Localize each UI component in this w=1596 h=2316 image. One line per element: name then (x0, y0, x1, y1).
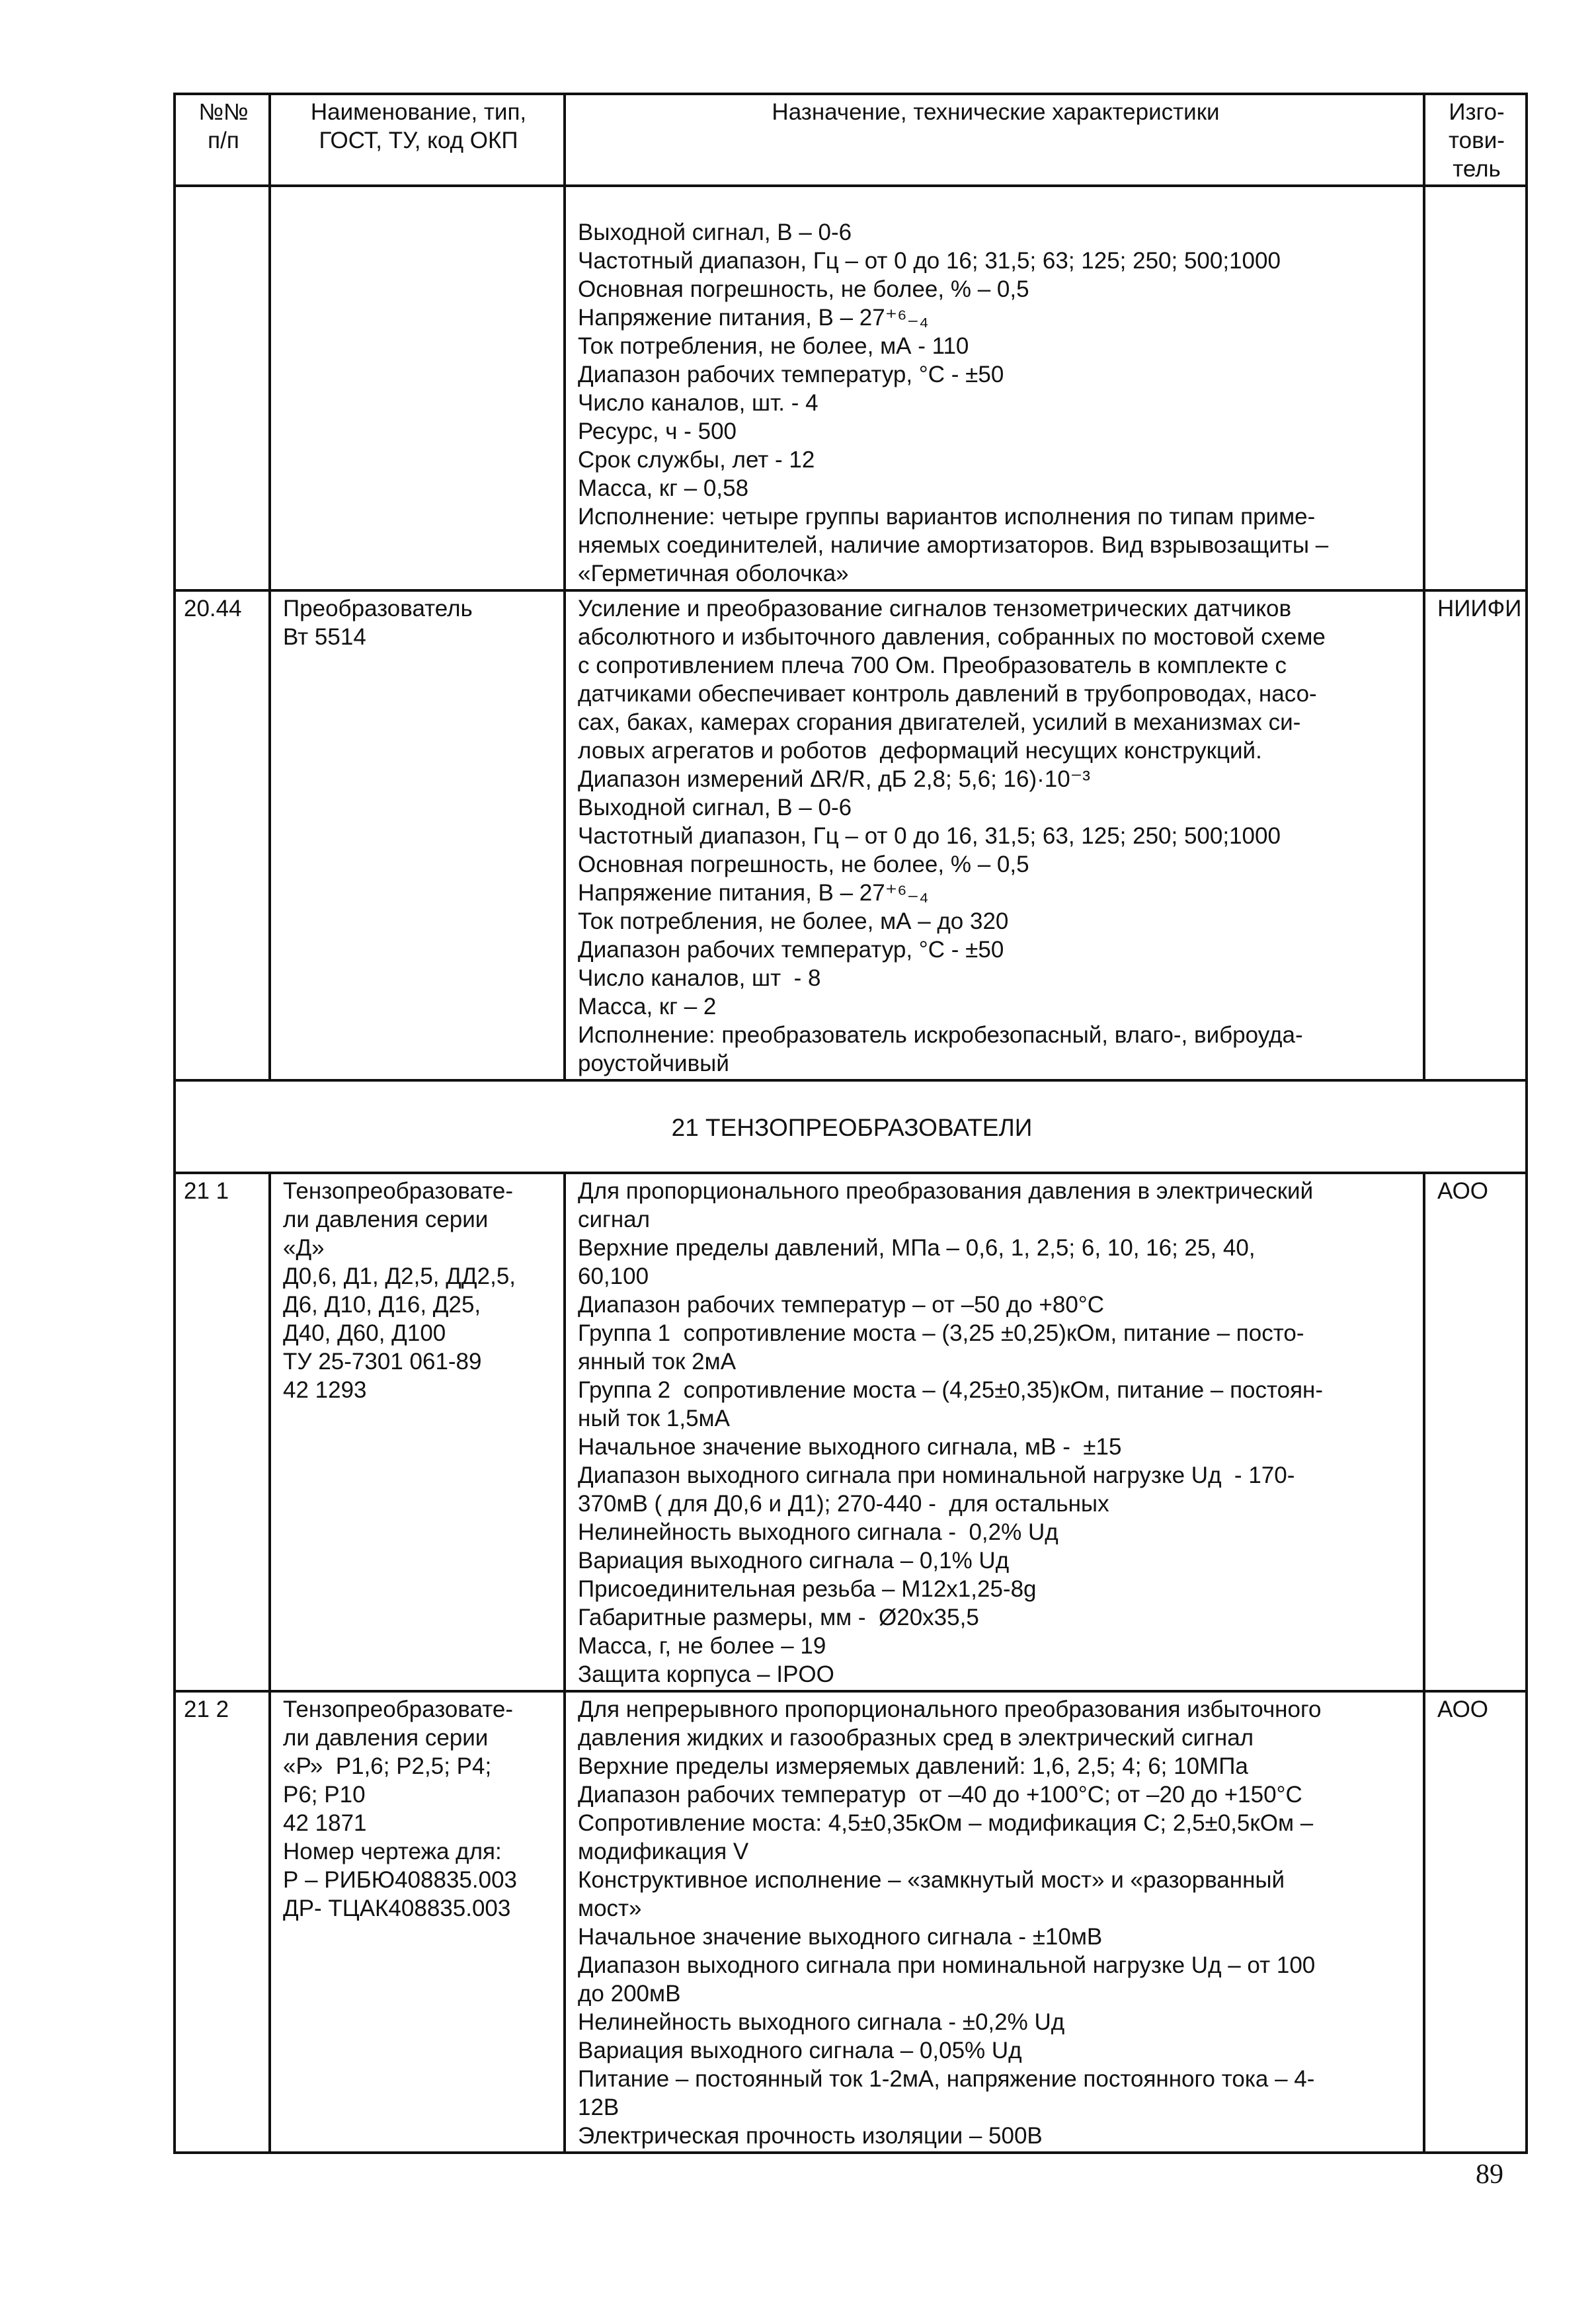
desc-line: сах, баках, камерах сгорания двигателей, усилий в механизмах си- (578, 709, 1301, 735)
desc-line: Основная погрешность, не более, % – 0,5 (578, 276, 1029, 302)
desc-line: ный ток 1,5мА (578, 1406, 730, 1431)
desc-line: Начальное значение выходного сигнала - ±10мВ (578, 1924, 1103, 1950)
name-line: Д40, Д60, Д100 (283, 1320, 446, 1346)
desc-line: мост» (578, 1896, 642, 1921)
header-num (175, 94, 270, 186)
desc-line: Сопротивление моста: 4,5±0,35кОм – модификация С; 2,5±0,5кОм – (578, 1810, 1314, 1836)
header-maker (1424, 94, 1527, 186)
desc-line: Диапазон рабочих температур, °С - ±50 (578, 937, 1004, 963)
name-line: ДР- ТЦАК408835.003 (283, 1896, 511, 1921)
desc-line: ловых агрегатов и роботов деформаций несущих конструкций. (578, 738, 1262, 764)
desc-line: 370мВ ( для Д0,6 и Д1); 270-440 - для остальных (578, 1491, 1109, 1517)
spec-table (173, 93, 1528, 2154)
row-num-cell: 20.44 (175, 590, 270, 1080)
header-text: Изго- (1449, 99, 1505, 125)
desc-line: Число каналов, шт. - 4 (578, 390, 818, 416)
desc-line: Группа 1 сопротивление моста – (3,25 ±0,25)кОм, питание – посто- (578, 1320, 1304, 1346)
desc-line: Частотный диапазон, Гц – от 0 до 16, 31,5; 63, 125; 250; 500;1000 (578, 823, 1281, 849)
row-desc-cell (565, 590, 1424, 1080)
name-line: Преобразователь (283, 596, 473, 621)
desc-line: Частотный диапазон, Гц – от 0 до 16; 31,5; 63; 125; 250; 500;1000 (578, 248, 1281, 274)
row-maker-cell: НИИФИ (1424, 590, 1527, 1080)
name-line: 42 1293 (283, 1377, 367, 1403)
desc-line: Для непрерывного пропорционального преобразования избыточного (578, 1697, 1322, 1722)
desc-line: Диапазон выходного сигнала при номинальной нагрузке Uд – от 100 (578, 1952, 1316, 1978)
row-num-cell: 21 2 (175, 1691, 270, 2153)
header-text: ГОСТ, ТУ, код ОКП (319, 128, 518, 153)
desc-line: Выходной сигнал, В – 0-6 (578, 795, 852, 820)
desc-line: модификация V (578, 1839, 749, 1864)
name-line: 42 1871 (283, 1810, 367, 1836)
name-line: «Р» Р1,6; Р2,5; Р4; (283, 1753, 492, 1779)
name-line: Вт 5514 (283, 624, 366, 650)
desc-line: роустойчивый (578, 1051, 729, 1076)
table-row (175, 1173, 1527, 1691)
header-text: №№ (198, 99, 249, 125)
section-header-row (175, 1080, 1527, 1173)
header-text: п/п (208, 128, 239, 153)
desc-line: няемых соединителей, наличие амортизаторов. Вид взрывозащиты – (578, 532, 1329, 558)
table-row (175, 1691, 1527, 2153)
desc-line: датчиками обеспечивает контроль давлений в трубопроводах, насо- (578, 681, 1317, 707)
desc-line: абсолютного и избыточного давления, собранных по мостовой схеме (578, 624, 1326, 650)
header-text: Назначение, технические характеристики (772, 99, 1220, 125)
desc-line: Ресурс, ч - 500 (578, 419, 737, 444)
desc-line: Ток потребления, не более, мА – до 320 (578, 908, 1009, 934)
section-title: 21 ТЕНЗОПРЕОБРАЗОВАТЕЛИ (175, 1080, 1527, 1173)
row-name-cell (270, 1173, 565, 1691)
desc-line: Основная погрешность, не более, % – 0,5 (578, 852, 1029, 877)
row-name-cell (270, 590, 565, 1080)
desc-line: Выходной сигнал, В – 0-6 (578, 220, 852, 245)
name-line: Р – РИБЮ408835.003 (283, 1867, 517, 1893)
page-number: 89 (1476, 2159, 1503, 2190)
row-desc-cell (565, 1173, 1424, 1691)
table-header-row (175, 94, 1527, 186)
name-line: Д6, Д10, Д16, Д25, (283, 1292, 481, 1318)
desc-line: с сопротивлением плеча 700 Ом. Преобразователь в комплекте с (578, 653, 1287, 678)
name-line: Р6; Р10 (283, 1782, 366, 1808)
name-line: Тензопреобразовате- (283, 1178, 514, 1204)
name-line: Тензопреобразовате- (283, 1697, 514, 1722)
name-line: «Д» (283, 1235, 325, 1261)
desc-line: Усиление и преобразование сигналов тензометрических датчиков (578, 596, 1292, 621)
desc-line: Верхние пределы измеряемых давлений: 1,6, 2,5; 4; 6; 10МПа (578, 1753, 1248, 1779)
desc-line: Диапазон рабочих температур, °С - ±50 (578, 362, 1004, 387)
header-text: тови- (1449, 128, 1505, 153)
row-maker-cell: АОО (1424, 1173, 1527, 1691)
row-desc-cell (565, 186, 1424, 590)
desc-line: Диапазон выходного сигнала при номинальной нагрузке Uд - 170- (578, 1462, 1295, 1488)
row-name-cell (270, 186, 565, 590)
desc-line (578, 190, 1414, 218)
desc-line: до 200мВ (578, 1981, 681, 2007)
desc-line: Присоединительная резьба – М12х1,25-8g (578, 1576, 1037, 1602)
desc-line: 60,100 (578, 1263, 649, 1289)
desc-line: Исполнение: четыре группы вариантов исполнения по типам приме- (578, 504, 1316, 530)
desc-line: Диапазон рабочих температур от –40 до +100°С; от –20 до +150°С (578, 1782, 1302, 1808)
desc-line: Масса, кг – 0,58 (578, 475, 749, 501)
desc-line: Нелинейность выходного сигнала - 0,2% Uд (578, 1519, 1058, 1545)
desc-line: Напряжение питания, В – 27⁺⁶₋₄ (578, 305, 929, 331)
desc-line: Группа 2 сопротивление моста – (4,25±0,35)кОм, питание – постоян- (578, 1377, 1324, 1403)
desc-line: Защита корпуса – IPOO (578, 1661, 834, 1687)
name-line: ли давления серии (283, 1207, 489, 1232)
desc-line: Питание – постоянный ток 1-2мА, напряжение постоянного тока – 4- (578, 2066, 1315, 2092)
desc-line: Габаритные размеры, мм - Ø20х35,5 (578, 1605, 979, 1630)
row-maker-cell: АОО (1424, 1691, 1527, 2153)
desc-line: Ток потребления, не более, мА - 110 (578, 333, 969, 359)
row-name-cell (270, 1691, 565, 2153)
header-text: Наименование, тип, (310, 99, 527, 125)
desc-line: Исполнение: преобразователь искробезопасный, влаго-, виброуда- (578, 1022, 1303, 1048)
desc-line: «Герметичная оболочка» (578, 561, 849, 586)
table-row (175, 186, 1527, 590)
desc-line: сигнал (578, 1207, 651, 1232)
desc-line: Напряжение питания, В – 27⁺⁶₋₄ (578, 880, 929, 906)
desc-line: Вариация выходного сигнала – 0,05% Uд (578, 2038, 1022, 2063)
header-name (270, 94, 565, 186)
desc-line: 12В (578, 2095, 619, 2120)
desc-line: Верхние пределы давлений, МПа – 0,6, 1, 2,5; 6, 10, 16; 25, 40, (578, 1235, 1256, 1261)
header-text: тель (1453, 156, 1501, 182)
name-line: ТУ 25-7301 061-89 (283, 1349, 482, 1375)
desc-line: Нелинейность выходного сигнала - ±0,2% Uд (578, 2009, 1065, 2035)
desc-line: давления жидких и газообразных сред в электрический сигнал (578, 1725, 1254, 1751)
row-desc-cell (565, 1691, 1424, 2153)
desc-line: Начальное значение выходного сигнала, мВ - ±15 (578, 1434, 1122, 1460)
document-page (173, 93, 1525, 2154)
desc-line: Вариация выходного сигнала – 0,1% Uд (578, 1548, 1010, 1574)
desc-line: Масса, г, не более – 19 (578, 1633, 826, 1659)
name-line: ли давления серии (283, 1725, 489, 1751)
name-line: Номер чертежа для: (283, 1839, 502, 1864)
name-line: Д0,6, Д1, Д2,5, ДД2,5, (283, 1263, 516, 1289)
row-maker-cell (1424, 186, 1527, 590)
desc-line: Число каналов, шт - 8 (578, 965, 821, 991)
header-desc (565, 94, 1424, 186)
desc-line: Масса, кг – 2 (578, 994, 717, 1019)
desc-line: Электрическая прочность изоляции – 500В (578, 2123, 1043, 2149)
desc-line: Для пропорционального преобразования давления в электрический (578, 1178, 1314, 1204)
table-row (175, 590, 1527, 1080)
row-num-cell: 21 1 (175, 1173, 270, 1691)
desc-line: Диапазон рабочих температур – от –50 до +80°С (578, 1292, 1105, 1318)
row-num-cell (175, 186, 270, 590)
desc-line: янный ток 2мА (578, 1349, 737, 1375)
desc-line: Конструктивное исполнение – «замкнутый мост» и «разорванный (578, 1867, 1285, 1893)
desc-line: Диапазон измерений ΔR/R, дБ 2,8; 5,6; 16)·10⁻³ (578, 766, 1090, 792)
desc-line: Срок службы, лет - 12 (578, 447, 815, 473)
